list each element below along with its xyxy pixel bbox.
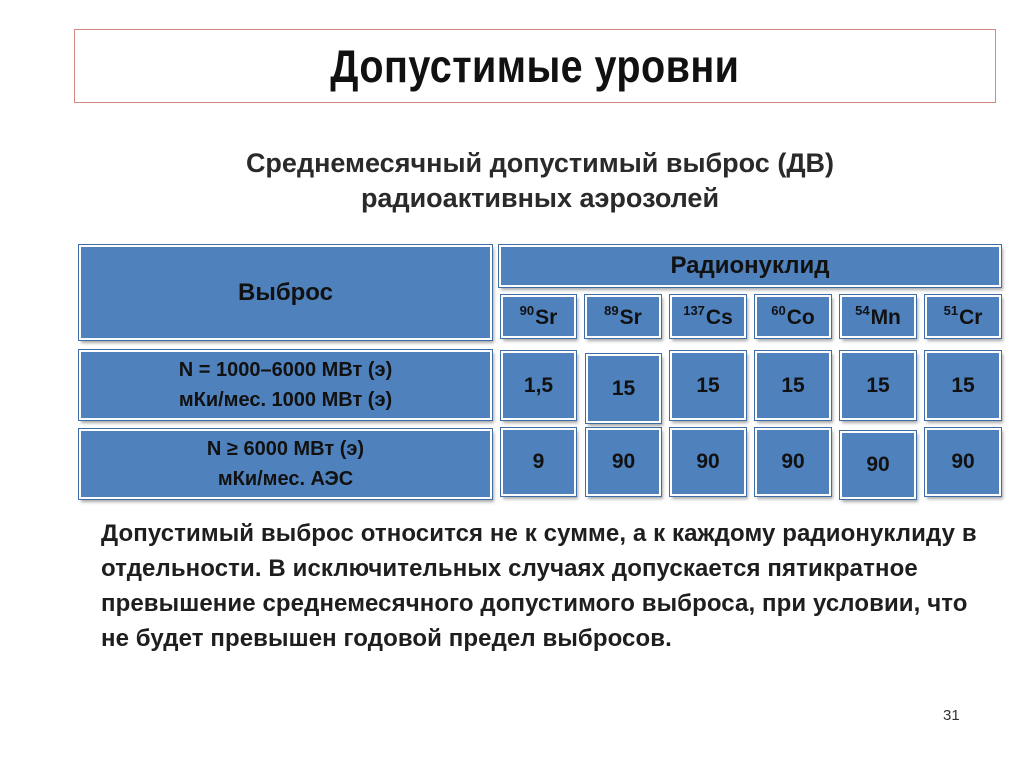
table-cell: 90 [925,428,1001,496]
nuclide-header-co60 [755,295,831,338]
header-radionuclide [499,245,1001,287]
table-cell: 90 [670,428,746,496]
subtitle-line-1: Среднемесячный допустимый выброс (ДВ) [245,148,835,178]
table-cell: 90 [586,428,661,496]
table-cell: 90 [840,431,916,499]
nuclide-label: $^{51}$Cr [943,303,983,329]
table-cell: 15 [755,351,831,420]
nuclide-header-sr90 [501,295,576,338]
row-label-1 [79,350,492,420]
row-label-2 [79,429,492,499]
nuclide-label: $^{54}$Mn [855,303,901,329]
table-cell: 15 [586,354,661,423]
table-cell: 15 [670,351,746,420]
nuclide-header-cs137 [670,295,746,338]
header-radionuclide-label: Радионуклид [670,252,830,279]
row-label-line: мКи/мес. АЭС [217,468,354,490]
nuclide-header-mn54 [840,295,916,338]
nuclide-header-sr89 [585,295,661,338]
table-cell: 15 [925,351,1001,420]
subtitle-line-2: радиоактивных аэрозолей [360,183,720,213]
header-emission-label: Выброс [237,278,333,306]
row-label-line: N = 1000–6000 МВт (э) [178,359,393,381]
table-cell: 15 [840,351,916,420]
nuclide-label: $^{137}$Cs [683,303,733,329]
page-number: 31 [943,707,960,724]
nuclide-label: $^{90}$Sr [519,303,558,329]
nuclide-label: $^{89}$Sr [604,303,642,329]
nuclide-label: $^{60}$Co [771,303,815,329]
table-cell: 1,5 [501,351,576,420]
nuclide-header-cr51 [925,295,1001,338]
row-label-line: N ≥ 6000 МВт (э) [206,438,365,460]
note-paragraph: Допустимый выброс относится не к сумме, а к каждому радионуклиду в отдельности. В исключительных случаях допускается пятикратное превышение среднемесячного допустимого выброса, при условии, что не будет превышен годовой предел выбросов. [101,520,977,652]
header-emission [79,245,492,340]
page-title: Допустимые уровни [330,40,740,92]
title-box [74,29,996,103]
table-cell: 9 [501,428,576,496]
table-cell: 90 [755,428,831,496]
row-label-line: мКи/мес. 1000 МВт (э) [178,389,393,411]
